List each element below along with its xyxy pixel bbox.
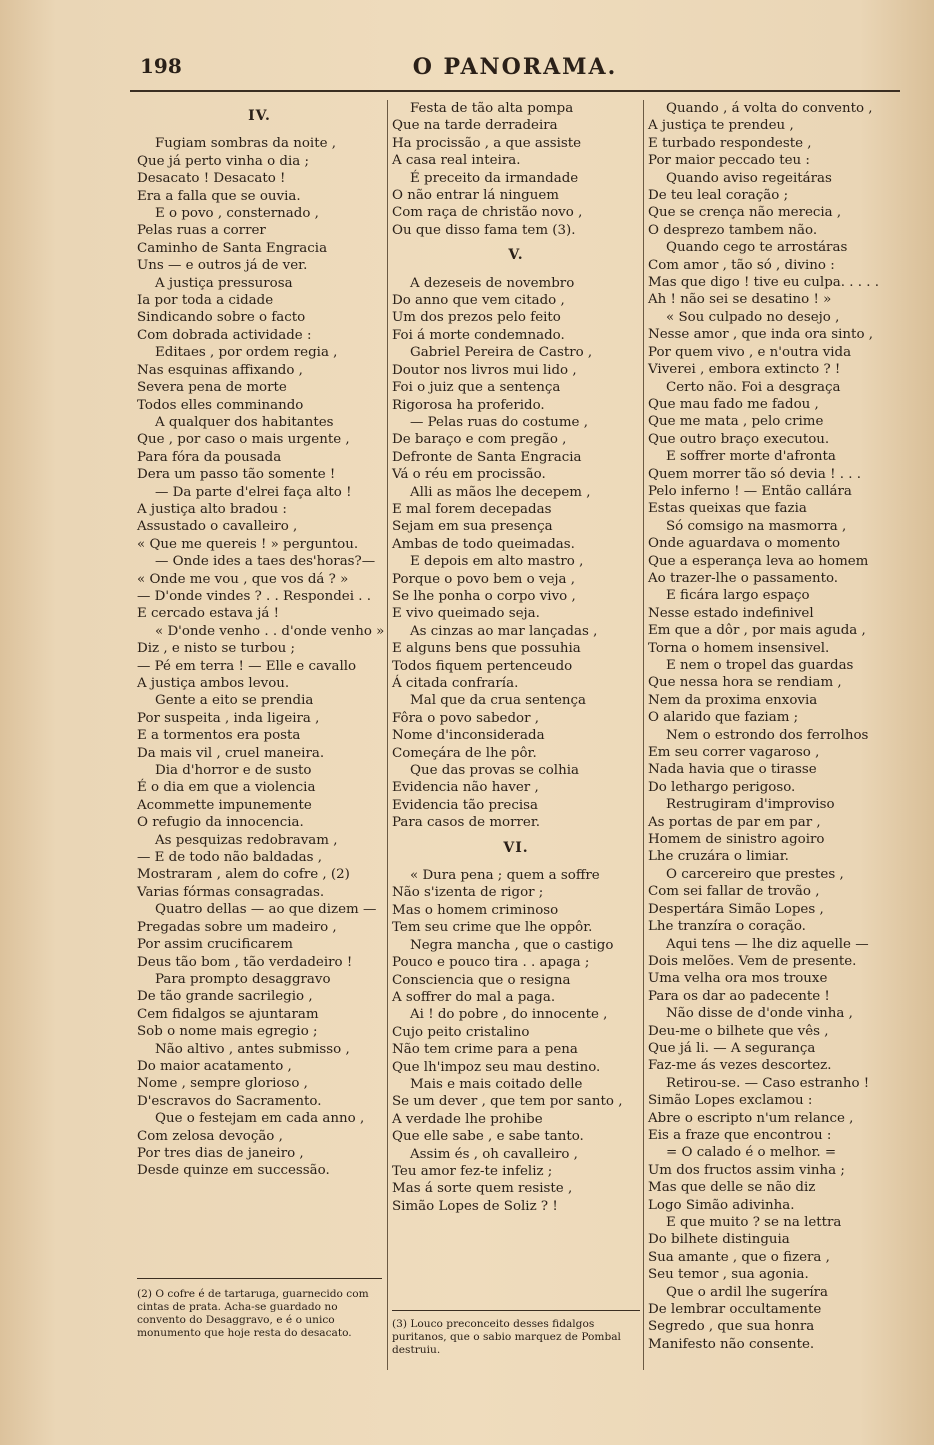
verse-line: Ao trazer-lhe o passamento. [648, 570, 839, 586]
verse-line: Abre o escripto n'um relance , [648, 1110, 854, 1126]
verse-line: Começára de lhe pôr. [392, 745, 537, 761]
verse-line: Que lh'impoz seu mau destino. [392, 1059, 601, 1075]
verse-line: O não entrar lá ninguem [392, 188, 560, 204]
verse-line: Nem da proxima enxovia [648, 692, 818, 708]
verse-line: Homem de sinistro agoiro [648, 832, 825, 848]
verse-line: Sindicando sobre o facto [137, 310, 306, 326]
verse-line: Para os dar ao padecente ! [648, 988, 830, 1004]
verse-line: Quatro dellas — ao que dizem — [155, 902, 377, 918]
verse-line: Com amor , tão só , divino : [648, 257, 835, 273]
verse-line: As pesquizas redobravam , [155, 832, 338, 848]
verse-line: Foi á morte condemnado. [392, 327, 565, 343]
page-header [130, 48, 900, 88]
verse-line: Quando , á volta do convento , [666, 101, 873, 116]
verse-line: Nas esquinas affixando , [137, 362, 303, 378]
verse-line: Uns — e outros já de ver. [137, 258, 308, 274]
verse-line: Se lhe ponha o corpo vivo , [392, 588, 576, 604]
verse-line: Com zelosa devoção , [137, 1128, 283, 1144]
verse-line: Não altivo , antes submisso , [155, 1041, 350, 1057]
verse-line: Para prompto desaggravo [155, 971, 331, 987]
verse-line: E mal forem decepadas [392, 501, 552, 517]
verse-line: Mas que delle se não diz [648, 1180, 816, 1196]
verse-line: Severa pena de morte [137, 380, 287, 396]
verse-line: Consciencia que o resigna [392, 972, 571, 988]
verse-line: Doutor nos livros mui lido , [392, 362, 577, 378]
verse-line: A justiça alto bradou : [137, 501, 287, 517]
verse-line: Deus tão bom , tão verdadeiro ! [137, 954, 353, 970]
verse-line: Dia d'horror e de susto [155, 763, 312, 779]
verse-line: Que a esperança leva ao homem [648, 553, 869, 569]
verse-line: Seu temor , sua agonia. [648, 1267, 809, 1283]
verse-line: Para fóra da pousada [137, 449, 282, 465]
verse-line: Pouco e pouco tira . . apaga ; [392, 955, 590, 971]
verse-line: E alguns bens que possuhia [392, 641, 581, 657]
verse-line: Assim és , oh cavalleiro , [410, 1146, 578, 1162]
verse-line: Evidencia não haver , [392, 780, 539, 796]
verse-line: = O calado é o melhor. = [666, 1145, 837, 1161]
verse-line: Defronte de Santa Engracia [392, 449, 582, 465]
column-left [137, 100, 385, 1180]
verse-line: Eis a fraze que encontrou : [648, 1127, 832, 1143]
verse-line: Editaes , por ordem regia , [155, 345, 338, 361]
verse-line: Não disse de d'onde vinha , [666, 1006, 853, 1022]
verse-line: Ia por toda a cidade [137, 293, 274, 309]
verse-line: Que me mata , pelo crime [648, 414, 824, 430]
verse-line: A soffrer do mal a paga. [392, 989, 556, 1005]
verse-line: Que elle sabe , e sabe tanto. [392, 1129, 584, 1145]
verse-line: Sua amante , que o fizera , [648, 1249, 830, 1265]
verse-line: Não s'izenta de rigor ; [392, 885, 544, 901]
verse-line: De tão grande sacrilegio , [137, 989, 313, 1005]
verse-line: Mas que digo ! tive eu culpa. . . . . [648, 275, 880, 291]
verse-line: Quando aviso regeitáras [666, 170, 832, 186]
verse-line: Mostraram , alem do cofre , (2) [137, 867, 350, 883]
verse-line: Por suspeita , inda ligeira , [137, 710, 320, 726]
verse-line: Ah ! não sei se desatino ! » [648, 292, 832, 308]
verse-line: Com sei fallar de trovão , [648, 884, 820, 900]
verse-line: E depois em alto mastro , [410, 554, 584, 570]
verse-line: Do bilhete distinguia [648, 1232, 790, 1248]
verse-line: Em que a dôr , por mais aguda , [648, 623, 866, 639]
verse-line: Negra mancha , que o castigo [410, 937, 614, 953]
verse-line: Era a falla que se ouvia. [137, 188, 301, 204]
verse-line: Tem seu crime que lhe oppôr. [392, 920, 593, 936]
verse-line: Por assim crucificarem [137, 937, 293, 953]
verse-line: E ficára largo espaço [666, 588, 810, 604]
verse-line: Mas á sorte quem resiste , [392, 1181, 573, 1197]
verse-line: Segredo , que sua honra [648, 1319, 815, 1335]
verse-line: Ambas de todo queimadas. [392, 536, 575, 552]
verse-line: A casa real inteira. [392, 153, 521, 169]
column-divider [643, 100, 644, 1370]
section-heading: IV. [248, 108, 271, 124]
verse-line: E o povo , consternado , [155, 206, 319, 222]
verse-line: Que nessa hora se rendiam , [648, 675, 842, 691]
verse-line: Manifesto não consente. [648, 1336, 815, 1352]
verse-line: Que já perto vinha o dia ; [137, 153, 310, 169]
verse-line: Fugiam sombras da noite , [155, 136, 337, 152]
verse-line: Rigorosa ha proferido. [392, 397, 545, 413]
verse-line: As cinzas ao mar lançadas , [410, 623, 598, 639]
verse-line: Só comsigo na masmorra , [666, 518, 847, 534]
verse-line: Viverei , embora extincto ? ! [648, 362, 841, 378]
verse-line: Gabriel Pereira de Castro , [410, 345, 593, 361]
verse-line: Faz-me ás vezes descortez. [648, 1058, 832, 1074]
verse-line: E que muito ? se na lettra [666, 1215, 842, 1230]
verse-line: Com dobrada actividade : [137, 327, 312, 343]
verse-line: Todos elles comminando [137, 397, 304, 413]
verse-line: Que das provas se colhia [410, 763, 579, 779]
verse-line: Fôra o povo sabedor , [392, 710, 539, 726]
verse-line: Foi o juiz que a sentença [392, 380, 561, 396]
verse-line: Pelas ruas a correr [137, 223, 266, 239]
verse-line: E soffrer morte d'afronta [666, 449, 836, 465]
verse-line: « Sou culpado no desejo , [666, 309, 840, 325]
column-middle [392, 100, 640, 1215]
verse-line: A qualquer dos habitantes [155, 414, 334, 430]
verse-line: Que o ardil lhe sugeríra [666, 1284, 829, 1300]
page-number: 198 [140, 54, 182, 78]
verse-line: O desprezo tambem não. [648, 222, 818, 238]
verse-line: Logo Simão adivinha. [648, 1197, 795, 1213]
verse-line: — Onde ides a taes des'horas?— [155, 554, 376, 570]
verse-line: Não tem crime para a pena [392, 1042, 578, 1058]
verse-line: Restrugiram d'improviso [666, 797, 835, 813]
verse-line: Retirou-se. — Caso estranho ! [666, 1075, 870, 1091]
verse-line: Que , por caso o mais urgente , [137, 432, 350, 448]
verse-line: Porque o povo bem o veja , [392, 571, 576, 587]
verse-line: Acommette impunemente [137, 797, 312, 813]
verse-line: Nesse estado indefinivel [648, 605, 814, 621]
verse-line: Alli as mãos lhe decepem , [410, 484, 591, 500]
verse-line: Pelo inferno ! — Então callára [648, 483, 852, 499]
verse-line: Á citada confraría. [392, 676, 519, 691]
verse-line: Nome d'inconsiderada [392, 728, 545, 744]
verse-line: Dera um passo tão somente ! [137, 467, 336, 483]
verse-line: Da mais vil , cruel maneira. [137, 745, 325, 761]
verse-line: Do maior acatamento , [137, 1058, 292, 1074]
verse-line: A justiça ambos levou. [137, 676, 290, 691]
verse-line: Por tres dias de janeiro , [137, 1145, 304, 1161]
verse-line: Nome , sempre glorioso , [137, 1076, 308, 1092]
verse-line: Nada havia que o tirasse [648, 762, 817, 778]
verse-line: A justiça pressurosa [155, 275, 293, 291]
verse-line: — Pé em terra ! — Elle e cavallo [137, 658, 357, 674]
verse-line: — Da parte d'elrei faça alto ! [155, 484, 352, 500]
verse-line: Um dos fructos assim vinha ; [648, 1162, 845, 1178]
verse-line: Varias fórmas consagradas. [137, 884, 325, 900]
verse-line: Despertára Simão Lopes , [648, 901, 824, 917]
verse-line: « Que me quereis ! » perguntou. [137, 536, 359, 552]
verse-line: De baraço e com pregão , [392, 432, 567, 448]
verse-line: « Onde me vou , que vos dá ? » [137, 571, 349, 587]
verse-line: Do lethargo perigoso. [648, 779, 796, 795]
verse-line: Sejam em sua presença [392, 519, 553, 535]
verse-line: Lhe cruzára o limiar. [648, 849, 789, 865]
verse-line: Do anno que vem citado , [392, 293, 565, 309]
verse-line: Ou que disso fama tem (3). [392, 222, 576, 238]
verse-line: Dois melões. Vem de presente. [648, 953, 857, 969]
verse-line: Desde quinze em successão. [137, 1163, 330, 1179]
verse-line: As portas de par em par , [648, 814, 821, 830]
verse-line: Assustado o cavalleiro , [137, 519, 298, 535]
verse-line: Mas o homem criminoso [392, 902, 559, 918]
section-heading: VI. [503, 839, 529, 856]
verse-line: Por quem vivo , e n'outra vida [648, 344, 852, 360]
verse-line: Ai ! do pobre , do innocente , [410, 1007, 608, 1023]
verse-line: E cercado estava já ! [137, 606, 279, 622]
verse-line: Quando cego te arrostáras [666, 240, 848, 256]
verse-line: Diz , e nisto se turbou ; [137, 641, 295, 657]
journal-title: O PANORAMA. [412, 54, 618, 80]
verse-line: — E de todo não baldadas , [137, 850, 323, 866]
verse-line: Lhe tranzíra o coração. [648, 919, 806, 935]
verse-line: Torna o homem insensivel. [648, 640, 830, 656]
column-divider [387, 100, 388, 1370]
verse-line: Com raça de christão novo , [392, 205, 583, 221]
verse-line: Que se crença não merecia , [648, 205, 842, 221]
verse-line: Em seu correr vagaroso , [648, 745, 820, 761]
verse-line: E vivo queimado seja. [392, 606, 540, 622]
verse-line: Festa de tão alta pompa [410, 101, 574, 116]
verse-line: Um dos prezos pelo feito [392, 310, 561, 326]
verse-line: Nesse amor , que inda ora sinto , [648, 327, 874, 343]
header-rule [130, 90, 900, 92]
verse-line: Mal que da crua sentença [410, 693, 587, 709]
verse-line: O carcereiro que prestes , [666, 866, 844, 882]
verse-line: A verdade lhe prohibe [392, 1111, 543, 1127]
verse-line: E nem o tropel das guardas [666, 658, 854, 673]
verse-line: A justiça te prendeu , [648, 118, 794, 134]
verse-line: Sob o nome mais egregio ; [137, 1024, 318, 1040]
verse-line: Deu-me o bilhete que vês , [648, 1023, 829, 1039]
verse-line: Vá o réu em procissão. [392, 467, 546, 483]
verse-line: Uma velha ora mos trouxe [648, 971, 828, 987]
verse-line: É preceito da irmandade [410, 170, 579, 186]
verse-line: Quem morrer tão só devia ! . . . [648, 466, 862, 482]
verse-line: Para casos de morrer. [392, 815, 541, 831]
verse-line: « Dura pena ; quem a soffre [410, 868, 600, 884]
verse-line: Cem fidalgos se ajuntaram [137, 1006, 319, 1022]
verse-line: Onde aguardava o momento [648, 536, 841, 552]
verse-line: Estas queixas que fazia [648, 501, 807, 517]
verse-line: Cujo peito cristalino [392, 1024, 530, 1040]
verse-line: É o dia em que a violencia [137, 780, 316, 796]
verse-line: Gente a eito se prendia [155, 693, 314, 709]
verse-line: Caminho de Santa Engracia [137, 240, 328, 256]
verse-line: Aqui tens — lhe diz aquelle — [666, 936, 869, 952]
verse-line: Que o festejam em cada anno , [155, 1111, 365, 1127]
verse-line: Mais e mais coitado delle [410, 1076, 583, 1092]
verse-line: Teu amor fez-te infeliz ; [392, 1163, 553, 1179]
verse-line: « D'onde venho . . d'onde venho » [155, 623, 385, 639]
verse-line: Pregadas sobre um madeiro , [137, 919, 337, 935]
verse-line: E a tormentos era posta [137, 728, 301, 744]
verse-line: Todos fiquem pertenceudo [392, 658, 573, 674]
footnote-rule [137, 1278, 382, 1279]
verse-line: Que outro braço executou. [648, 431, 830, 447]
verse-line: Certo não. Foi a desgraça [666, 379, 841, 395]
verse-line: Nem o estrondo dos ferrolhos [666, 727, 869, 743]
verse-line: Por maior peccado teu : [648, 153, 810, 169]
verse-line: — Pelas ruas do costume , [410, 414, 588, 430]
footnote-2: (2) O cofre é de tartaruga, guarnecido com cintas de prata. Acha-se guardado no convento do Desaggravo, e é o unico monumento que hoje resta do desacato. [137, 1288, 369, 1339]
footnote-rule [392, 1310, 640, 1311]
verse-line: Se um dever , que tem por santo , [392, 1094, 623, 1110]
verse-line: Ha procissão , a que assiste [392, 135, 582, 151]
verse-line: O alarido que faziam ; [648, 710, 799, 726]
verse-line: — D'onde vindes ? . . Respondei . . [137, 588, 372, 604]
verse-line: De teu leal coração ; [648, 188, 789, 204]
footnote-3: (3) Louco preconceito desses fidalgos puritanos, que o sabio marquez de Pombal destruiu. [392, 1318, 621, 1356]
section-heading: V. [508, 247, 524, 264]
verse-line: Simão Lopes de Soliz ? ! [392, 1198, 558, 1214]
verse-line: De lembrar occultamente [648, 1302, 822, 1318]
verse-line: Evidencia tão precisa [392, 797, 538, 813]
verse-line: D'escravos do Sacramento. [137, 1093, 322, 1109]
verse-line: O refugio da innocencia. [137, 815, 304, 831]
verse-line: Que mau fado me fadou , [648, 396, 819, 412]
verse-line: Que já li. — A segurança [648, 1040, 816, 1056]
verse-line: Simão Lopes exclamou : [648, 1093, 813, 1109]
column-right [648, 100, 910, 1353]
verse-line: Desacato ! Desacato ! [137, 171, 286, 187]
verse-line: A dezeseis de novembro [410, 275, 575, 291]
verse-line: Que na tarde derradeira [392, 118, 558, 134]
verse-line: E turbado respondeste , [648, 135, 812, 151]
